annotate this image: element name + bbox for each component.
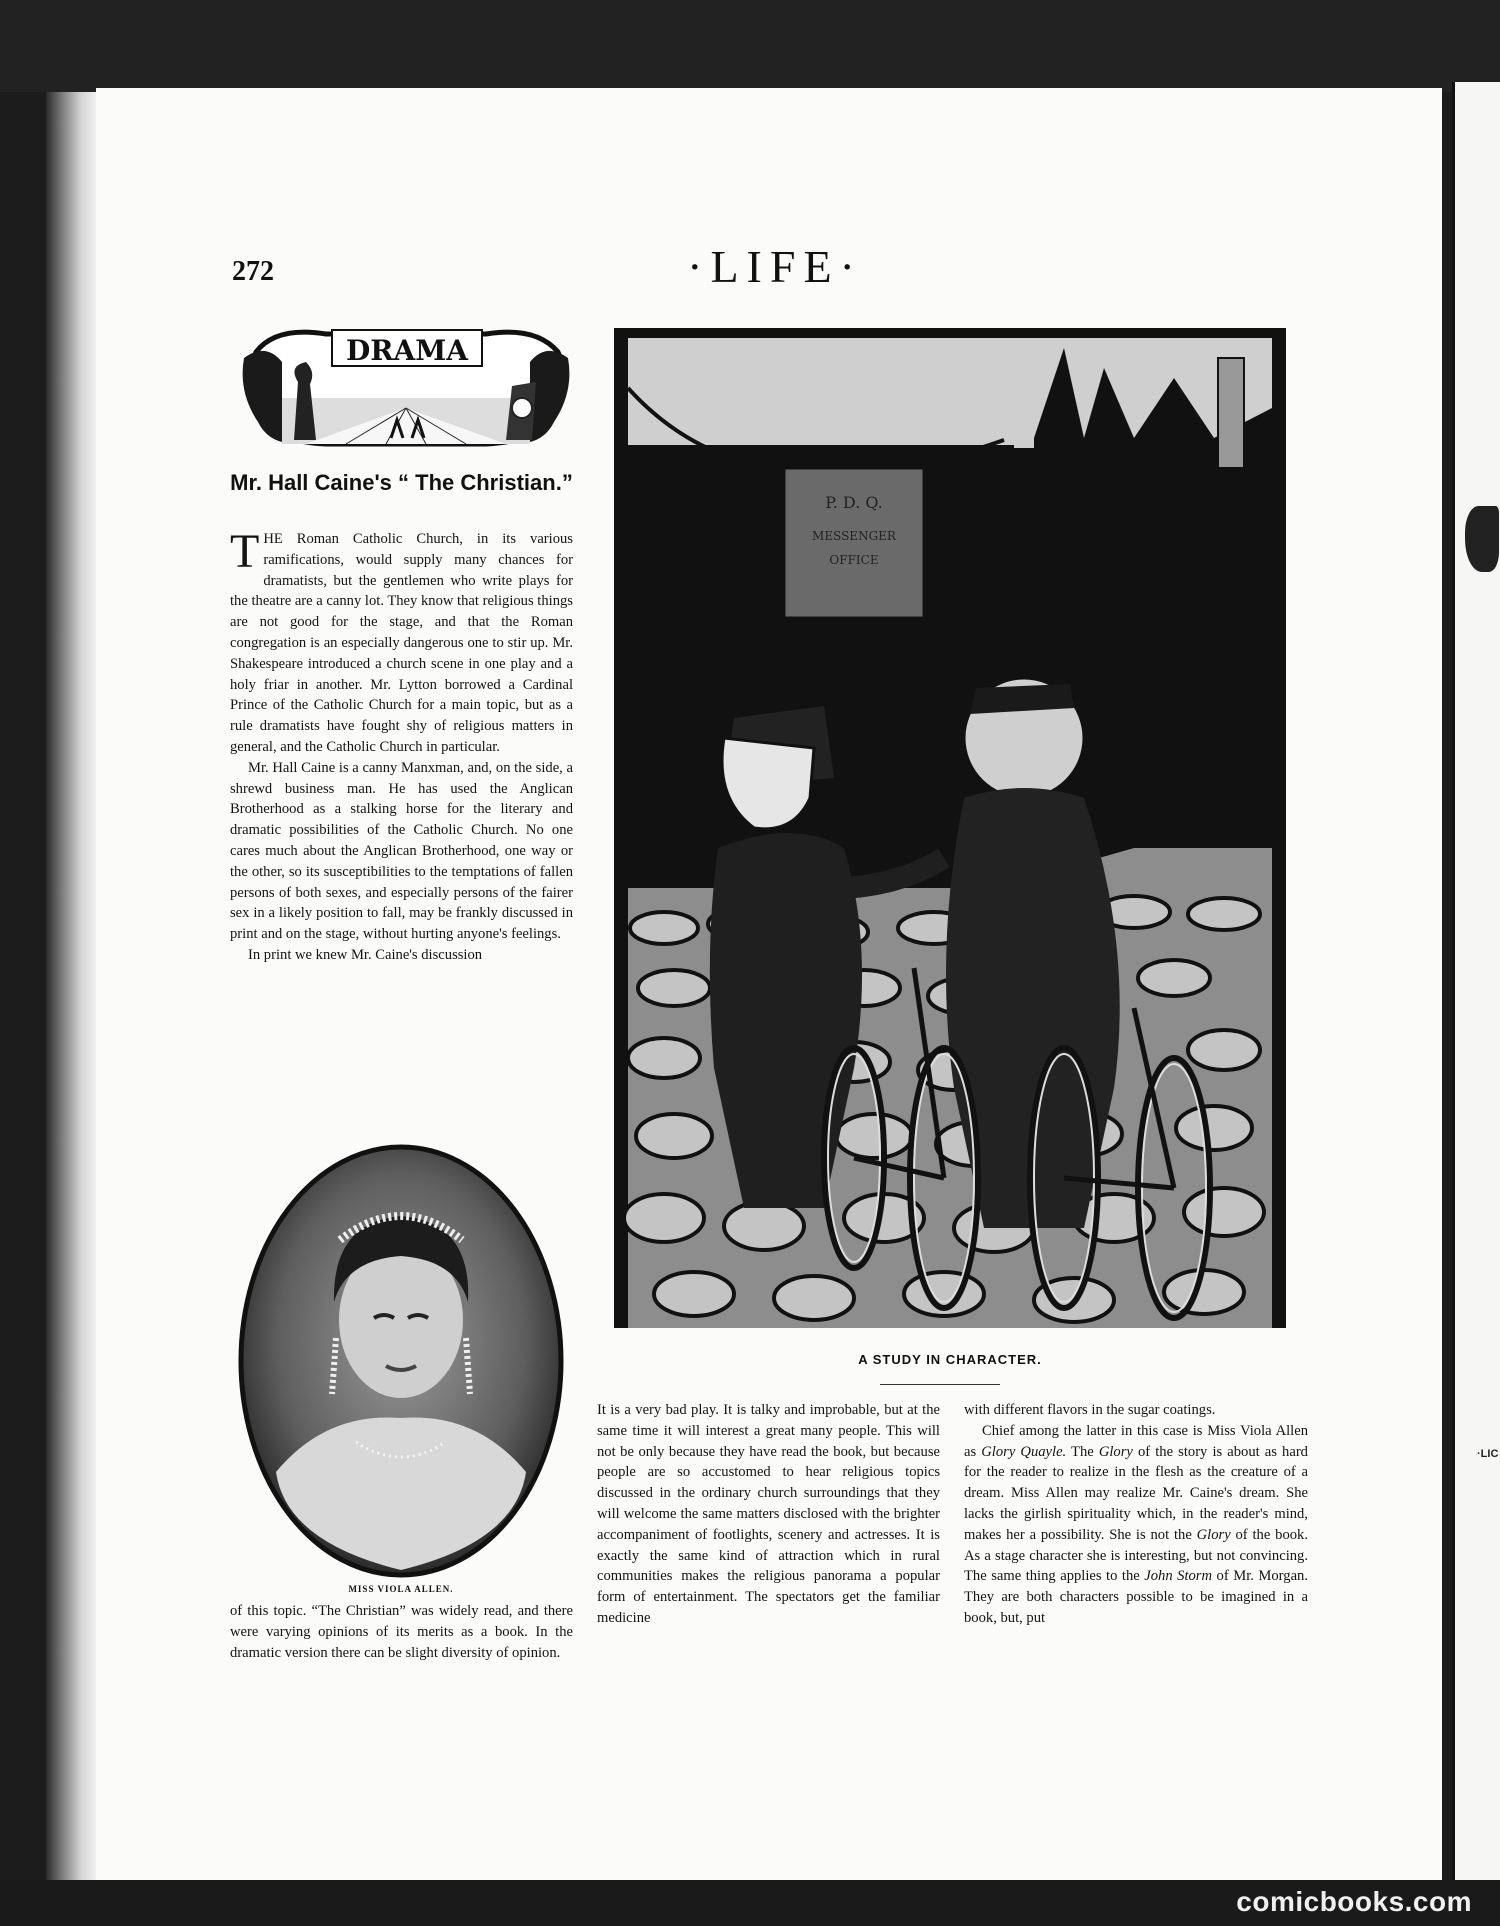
scan-top-border xyxy=(0,0,1500,92)
page-number: 272 xyxy=(232,256,274,287)
illustration-study-in-character xyxy=(614,328,1286,1328)
caption-rule xyxy=(880,1384,1000,1385)
article-column-1 xyxy=(230,525,573,966)
sign-line-3: OFFICE xyxy=(829,553,879,567)
drama-heading-label: DRAMA xyxy=(346,334,468,367)
article-paragraph-3-start: In print we knew Mr. Caine's discussion xyxy=(248,946,483,963)
article-paragraph-col3-1: with different flavors in the sugar coatings. xyxy=(964,1402,1216,1418)
next-page-text-fragment: ·LIC xyxy=(1477,1448,1499,1460)
article-paragraph-1: THE Roman Catholic Church, in its various ramifications, would supply many chances for dramatists, but the gentlemen who write plays for the theatre are a canny lot. They know that religious things are not good for the stage, and that the Roman congregation is an especially dangerous one to stir up. Mr. Shakespeare introduced a church scene in one play and a holy friar in another. Mr. Lytton borrowed a Cardinal Prince of the Catholic Church for a main topic, but as a rule dramatists have fought shy of religious matters in general, and the Catholic Church in particular. xyxy=(230,525,573,755)
portrait-viola-allen xyxy=(236,1142,566,1580)
article-column-1-continued xyxy=(230,1601,573,1663)
article-column-3 xyxy=(964,1400,1308,1629)
article-title: Mr. Hall Caine's “ The Christian.” xyxy=(230,470,573,495)
article-paragraph-2: Mr. Hall Caine is a canny Manxman, and, on the side, a shrewd business man. He has used the Anglican Brotherhood as a stalking horse for the literary and dramatic possibilities of the Catholic Church. No one cares much about the Anglican Brotherhood, one way or the other, so its susceptibilities to the temptations of fallen persons of both sexes, and especially persons of the fairer sex in a likely position to fall, may be frankly discussed in print and on the stage, without hurting anyone's feelings. xyxy=(230,759,573,943)
portrait-caption: MISS VIOLA ALLEN. xyxy=(348,1584,454,1594)
watermark: comicbooks.com xyxy=(1236,1886,1472,1917)
next-page-edge xyxy=(1452,82,1500,1880)
illustration-caption: A STUDY IN CHARACTER. xyxy=(858,1352,1042,1367)
article-paragraph-col2: It is a very bad play. It is talky and improbable, but at the same time it will interest a great many people. This will not be only because they have read the book, but because people are so accustomed to hear religious topics discussed in the ordinary church surroundings that they will welcome the same matters disclosed with the brighter accompaniment of footlights, scenery and actresses. It is exactly the same kind of attraction which in rural communities makes the religious panorama a popular form of entertainment. The spectators get the familiar medicine xyxy=(597,1402,940,1626)
drama-heading-ornament xyxy=(236,322,576,462)
sign-line-2: MESSENGER xyxy=(812,529,896,543)
drop-cap: T xyxy=(230,525,260,578)
article-paragraph-col3-2: Chief among the latter in this case is Miss Viola Allen as Glory Quayle. The Glory of the story is about as hard for the reader to realize in the flesh as the creature of a dream. Miss Allen may realize Mr. Caine's dream. She lacks the girlish spirituality which, in the reader's mind, makes her a possibility. She is not the Glory of the book. As a stage character she is interesting, but not convincing. The same thing applies to the John Storm of Mr. Morgan. They are both characters possible to be imagined in a book, but, put xyxy=(964,1422,1308,1626)
sign-line-1: P. D. Q. xyxy=(825,493,883,512)
next-page-illustration-fragment xyxy=(1465,506,1499,572)
book-spine xyxy=(46,92,96,1880)
article-column-2 xyxy=(597,1400,940,1629)
article-paragraph-3-continued: of this topic. “The Christian” was widely read, and there were varying opinions of its merits as a book. In the dramatic version there can be slight diversity of opinion. xyxy=(230,1603,573,1661)
masthead: ·LIFE· xyxy=(687,241,863,292)
